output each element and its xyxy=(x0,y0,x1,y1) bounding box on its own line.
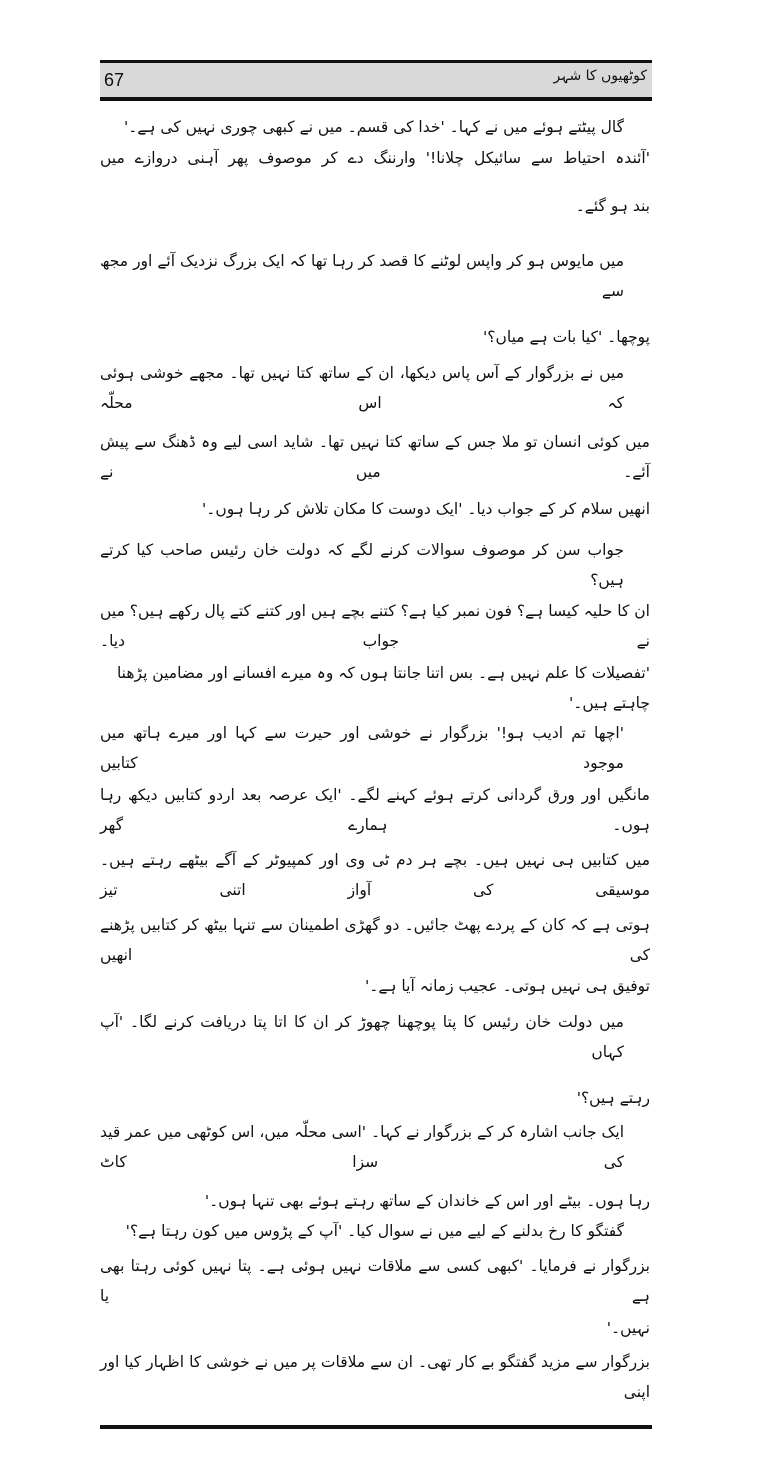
text-line: رہتے ہیں؟' xyxy=(576,1089,650,1107)
page-number: 67 xyxy=(104,70,125,90)
text-line: انھیں سلام کر کے جواب دیا۔ 'ایک دوست کا مکان تلاش کر رہا ہوں۔' xyxy=(202,500,650,518)
running-title: کوٹھیوں کا شہر xyxy=(553,68,647,84)
text-line: 'تفصیلات کا علم نہیں ہے۔ بس اتنا جانتا ہوں کہ وہ میرے افسانے اور مضامین پڑھنا چاہتے ہیں۔' xyxy=(116,664,650,712)
text-line: گال پیٹتے ہوئے میں نے کہا۔ 'خدا کی قسم۔ میں نے کبھی چوری نہیں کی ہے۔' xyxy=(123,118,624,136)
text-line: میں کتابیں ہی نہیں ہیں۔ بچے ہر دم ٹی وی اور کمپیوٹر کے آگے بیٹھے رہتے ہیں۔ موسیقی کی آواز اتنی تیز xyxy=(100,851,650,899)
text-line: ان کا حلیہ کیسا ہے؟ فون نمبر کیا ہے؟ کتنے بچے ہیں اور کتنے کتے پال رکھے ہیں؟ میں نے جواب دیا۔ xyxy=(100,602,650,650)
text-line: میں دولت خان رئیس کا پتا پوچھنا چھوڑ کر ان کا اتا پتا دریافت کرنے لگا۔ 'آپ کہاں xyxy=(100,1013,624,1061)
text-line: بزرگوار نے فرمایا۔ 'کبھی کسی سے ملاقات نہیں ہوئی ہے۔ پتا نہیں کوئی رہتا بھی ہے یا xyxy=(100,1257,650,1305)
text-line: میں نے بزرگوار کے آس پاس دیکھا، ان کے ساتھ کتا نہیں تھا۔ مجھے خوشی ہوئی کہ اس محلّہ xyxy=(100,364,624,412)
text-line: میں مایوس ہو کر واپس لوٹنے کا قصد کر رہا تھا کہ ایک بزرگ نزدیک آئے اور مجھ سے xyxy=(100,252,624,300)
header-bottom-rule xyxy=(100,97,652,101)
text-line: بزرگوار سے مزید گفتگو بے کار تھی۔ ان سے ملاقات پر میں نے خوشی کا اظہار کیا اور اپنی xyxy=(100,1353,650,1401)
text-line: مانگیں اور ورق گردانی کرتے ہوئے کہنے لگے۔ 'ایک عرصہ بعد اردو کتابیں دیکھ رہا ہوں۔ ہمارے گھر xyxy=(100,786,650,834)
text-line: توفیق ہی نہیں ہوتی۔ عجیب زمانہ آیا ہے۔' xyxy=(364,977,650,995)
text-line: پوچھا۔ 'کیا بات ہے میاں؟' xyxy=(483,328,650,346)
text-line: ایک جانب اشارہ کر کے بزرگوار نے کہا۔ 'اسی محلّہ میں، اس کوٹھی میں عمر قید کی سزا کاٹ xyxy=(100,1123,624,1171)
text-line: ہوتی ہے کہ کان کے پردے پھٹ جائیں۔ دو گھڑی اطمینان سے تنہا بیٹھ کر کتابیں پڑھنے کی انھیں xyxy=(100,916,650,964)
text-line: جواب سن کر موصوف سوالات کرنے لگے کہ دولت خان رئیس صاحب کیا کرتے ہیں؟ xyxy=(100,541,624,589)
text-line: 'آئندہ احتیاط سے سائیکل چلانا!' وارننگ دے کر موصوف پھر آہنی دروازے میں xyxy=(100,149,650,167)
text-line: 'اچھا تم ادیب ہو!' بزرگوار نے خوشی اور حیرت سے کہا اور میرے ہاتھ میں موجود کتابیں xyxy=(100,724,624,772)
body-text xyxy=(100,112,650,1469)
footer-rule xyxy=(100,1425,652,1429)
text-line: گفتگو کا رخ بدلنے کے لیے میں نے سوال کیا۔ 'آپ کے پڑوس میں کون رہتا ہے؟' xyxy=(125,1222,624,1240)
text-line: بند ہو گئے۔ xyxy=(575,197,650,215)
text-line: نہیں۔' xyxy=(606,1319,650,1337)
text-line: میں کوئی انسان تو ملا جس کے ساتھ کتا نہیں تھا۔ شاید اسی لیے وہ ڈھنگ سے پیش آئے۔ میں نے xyxy=(100,433,650,481)
text-line: رہا ہوں۔ بیٹے اور اس کے خاندان کے ساتھ رہتے ہوئے بھی تنہا ہوں۔' xyxy=(204,1192,650,1210)
